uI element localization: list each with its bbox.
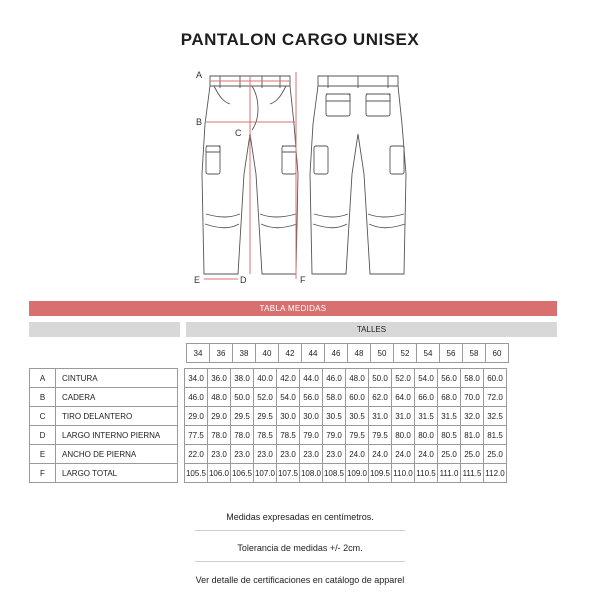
value-cell: 107.5 — [277, 464, 300, 483]
value-cell: 44.0 — [300, 369, 323, 388]
value-cell: 34.0 — [185, 369, 208, 388]
row-name: TIRO DELANTERO — [56, 407, 178, 426]
value-cell: 58.0 — [323, 388, 346, 407]
page-title: PANTALON CARGO UNISEX — [180, 30, 420, 49]
value-cell: 29.0 — [208, 407, 231, 426]
size-cell: 50 — [371, 344, 394, 363]
size-cell: 44 — [302, 344, 325, 363]
pants-illustration — [190, 64, 420, 296]
size-cell: 46 — [325, 344, 348, 363]
table-row — [30, 369, 507, 388]
value-cell: 108.5 — [323, 464, 346, 483]
row-gap — [178, 388, 185, 407]
sizes-row — [187, 344, 509, 363]
divider — [195, 530, 405, 531]
value-cell: 23.0 — [277, 445, 300, 464]
value-cell: 106.0 — [208, 464, 231, 483]
label-f: F — [300, 275, 306, 285]
units-note: Medidas expresadas en centímetros. — [226, 512, 374, 522]
value-cell: 80.0 — [415, 426, 438, 445]
value-cell: 81.0 — [461, 426, 484, 445]
value-cell: 56.0 — [300, 388, 323, 407]
value-cell: 78.5 — [277, 426, 300, 445]
table-row — [30, 426, 507, 445]
row-gap — [178, 407, 185, 426]
value-cell: 32.5 — [484, 407, 507, 426]
value-cell: 56.0 — [438, 369, 461, 388]
value-cell: 80.0 — [392, 426, 415, 445]
row-name: LARGO INTERNO PIERNA — [56, 426, 178, 445]
table-row — [30, 464, 507, 483]
row-gap — [178, 445, 185, 464]
value-cell: 24.0 — [392, 445, 415, 464]
value-cell: 32.0 — [461, 407, 484, 426]
value-cell: 66.0 — [415, 388, 438, 407]
table-row — [30, 407, 507, 426]
value-cell: 23.0 — [300, 445, 323, 464]
value-cell: 31.5 — [415, 407, 438, 426]
value-cell: 31.0 — [369, 407, 392, 426]
row-name: ANCHO DE PIERNA — [56, 445, 178, 464]
value-cell: 23.0 — [254, 445, 277, 464]
label-e: E — [194, 275, 201, 285]
value-cell: 64.0 — [392, 388, 415, 407]
value-cell: 42.0 — [277, 369, 300, 388]
row-letter: A — [30, 369, 56, 388]
value-cell: 29.5 — [254, 407, 277, 426]
value-cell: 54.0 — [415, 369, 438, 388]
value-cell: 31.5 — [438, 407, 461, 426]
value-cell: 48.0 — [208, 388, 231, 407]
value-cell: 30.0 — [300, 407, 323, 426]
value-cell: 50.0 — [369, 369, 392, 388]
value-cell: 79.0 — [323, 426, 346, 445]
size-cell: 40 — [256, 344, 279, 363]
value-cell: 106.5 — [231, 464, 254, 483]
value-cell: 50.0 — [231, 388, 254, 407]
row-letter: C — [30, 407, 56, 426]
divider — [195, 561, 405, 562]
value-cell: 48.0 — [346, 369, 369, 388]
value-cell: 72.0 — [484, 388, 507, 407]
size-cell: 42 — [279, 344, 302, 363]
row-name: LARGO TOTAL — [56, 464, 178, 483]
value-cell: 70.0 — [461, 388, 484, 407]
value-cell: 24.0 — [415, 445, 438, 464]
row-gap — [178, 426, 185, 445]
size-cell: 60 — [486, 344, 509, 363]
value-cell: 23.0 — [323, 445, 346, 464]
value-cell: 78.0 — [208, 426, 231, 445]
value-cell: 112.0 — [484, 464, 507, 483]
value-cell: 105.5 — [185, 464, 208, 483]
value-cell: 23.0 — [231, 445, 254, 464]
value-cell: 25.0 — [461, 445, 484, 464]
row-gap — [178, 464, 185, 483]
value-cell: 25.0 — [484, 445, 507, 464]
table-row — [30, 445, 507, 464]
size-cell: 54 — [417, 344, 440, 363]
value-cell: 62.0 — [369, 388, 392, 407]
value-cell: 46.0 — [185, 388, 208, 407]
value-cell: 54.0 — [277, 388, 300, 407]
value-cell: 22.0 — [185, 445, 208, 464]
value-cell: 80.5 — [438, 426, 461, 445]
table-row — [30, 388, 507, 407]
value-cell: 38.0 — [231, 369, 254, 388]
value-cell: 60.0 — [484, 369, 507, 388]
value-cell: 111.5 — [461, 464, 484, 483]
value-cell: 25.0 — [438, 445, 461, 464]
size-cell: 58 — [463, 344, 486, 363]
value-cell: 60.0 — [346, 388, 369, 407]
value-cell: 111.0 — [438, 464, 461, 483]
label-d: D — [240, 275, 247, 285]
tolerance-note: Tolerancia de medidas +/- 2cm. — [237, 543, 363, 553]
value-cell: 36.0 — [208, 369, 231, 388]
value-cell: 29.5 — [231, 407, 254, 426]
row-letter: F — [30, 464, 56, 483]
size-cell: 52 — [394, 344, 417, 363]
sizes-header-band: TALLES — [186, 322, 557, 337]
value-cell: 110.5 — [415, 464, 438, 483]
row-letter: E — [30, 445, 56, 464]
value-cell: 78.5 — [254, 426, 277, 445]
value-cell: 29.0 — [185, 407, 208, 426]
size-cell: 34 — [187, 344, 210, 363]
row-name: CADERA — [56, 388, 178, 407]
row-name: CINTURA — [56, 369, 178, 388]
size-cell: 36 — [210, 344, 233, 363]
value-cell: 24.0 — [369, 445, 392, 464]
measurements-table — [29, 368, 507, 483]
pants-diagram — [190, 64, 420, 296]
sizes-row-table — [186, 343, 509, 363]
value-cell: 30.5 — [346, 407, 369, 426]
size-cell: 48 — [348, 344, 371, 363]
size-cell: 38 — [233, 344, 256, 363]
value-cell: 31.0 — [392, 407, 415, 426]
value-cell: 24.0 — [346, 445, 369, 464]
value-cell: 109.0 — [346, 464, 369, 483]
value-cell: 58.0 — [461, 369, 484, 388]
row-letter: D — [30, 426, 56, 445]
value-cell: 30.5 — [323, 407, 346, 426]
value-cell: 108.0 — [300, 464, 323, 483]
value-cell: 79.5 — [369, 426, 392, 445]
measurement-lines — [204, 72, 296, 279]
table-header-band: TABLA MEDIDAS — [29, 301, 557, 316]
value-cell: 109.5 — [369, 464, 392, 483]
certifications-note: Ver detalle de certificaciones en catálogo de apparel — [195, 575, 405, 585]
value-cell: 23.0 — [208, 445, 231, 464]
value-cell: 79.5 — [346, 426, 369, 445]
value-cell: 77.5 — [185, 426, 208, 445]
back-view — [310, 76, 406, 274]
value-cell: 52.0 — [392, 369, 415, 388]
value-cell: 110.0 — [392, 464, 415, 483]
value-cell: 81.5 — [484, 426, 507, 445]
value-cell: 46.0 — [323, 369, 346, 388]
label-c: C — [235, 128, 242, 138]
label-a: A — [196, 70, 203, 80]
value-cell: 30.0 — [277, 407, 300, 426]
size-cell: 56 — [440, 344, 463, 363]
measurements-body — [30, 369, 507, 483]
value-cell: 52.0 — [254, 388, 277, 407]
value-cell: 40.0 — [254, 369, 277, 388]
row-gap — [178, 369, 185, 388]
value-cell: 68.0 — [438, 388, 461, 407]
value-cell: 78.0 — [231, 426, 254, 445]
label-b: B — [196, 117, 203, 127]
value-cell: 107.0 — [254, 464, 277, 483]
row-letter: B — [30, 388, 56, 407]
value-cell: 79.0 — [300, 426, 323, 445]
table-left-band — [29, 322, 180, 337]
